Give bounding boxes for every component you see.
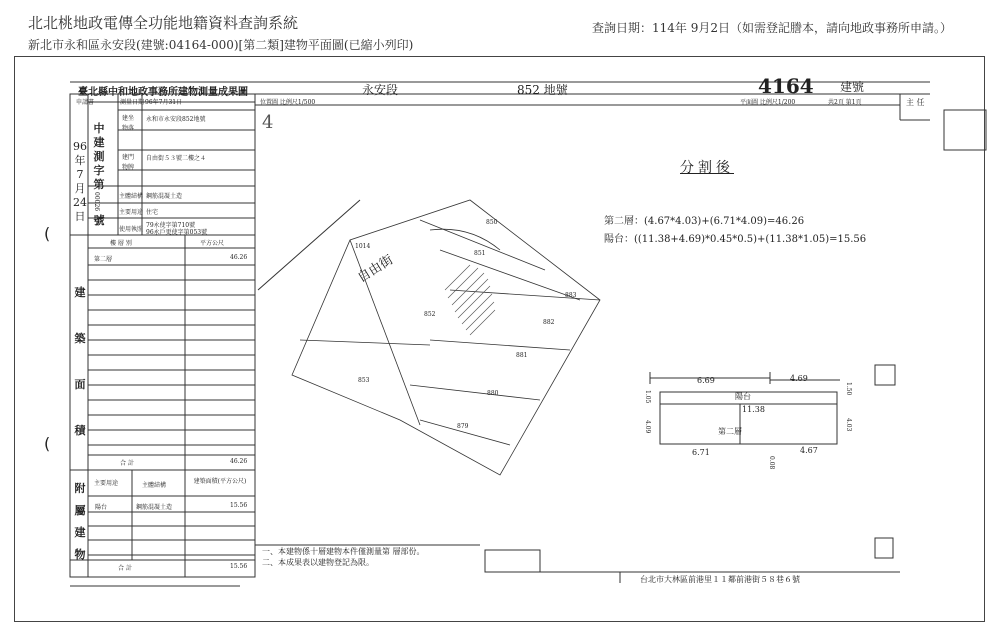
- formula-balcony: 陽台：((11.38+4.69)*0.45*0.5)+(11.38*1.05)=15.56: [604, 234, 867, 245]
- dim-balcony-width: 11.38: [742, 405, 765, 414]
- dim-left-top: 1.05: [644, 390, 651, 404]
- parcel-881: 881: [516, 352, 528, 359]
- use-value: 住宅: [146, 209, 159, 216]
- annex-total: 15.56: [230, 563, 248, 570]
- parcel-853: 853: [358, 377, 370, 384]
- plan-label: 平面圖 比例尺1/200: [740, 99, 796, 106]
- building-area-vertical: 建築面積: [74, 286, 86, 437]
- punch-mark-bottom: (: [44, 434, 51, 453]
- parcel-879: 879: [457, 423, 469, 430]
- annex-structure-header: 主體結構: [142, 482, 167, 489]
- annex-total-label: 合 計: [118, 565, 132, 572]
- formula-floor2: 第二層：(4.67*4.03)+(6.71*4.09)=46.26: [604, 216, 805, 227]
- location-map-label: 位置圖 比例尺1/500: [260, 99, 316, 106]
- address-label: 建坐物落: [122, 115, 135, 132]
- north-arrow: 4: [262, 112, 274, 133]
- floor2-label: 第二層: [718, 427, 742, 436]
- office-title: 臺北縣中和地政事務所建物測量成果圖: [78, 87, 248, 98]
- dim-top-right: 4.69: [790, 374, 808, 383]
- floor-row-area: 46.26: [230, 254, 248, 261]
- survey-date-label: 測量日期: [120, 99, 145, 106]
- annex-use-header: 主要用途: [94, 480, 119, 487]
- right-fragment-box-2: [875, 538, 893, 558]
- parcel-850: 850: [486, 219, 498, 226]
- parcel-852: 852: [424, 311, 436, 318]
- street-name: 自由街: [355, 252, 397, 286]
- stamp-box: [485, 550, 540, 572]
- split-title: 分割後: [680, 160, 734, 176]
- hatched-parcel: [445, 265, 495, 335]
- note-1: 一、本建物係十層建物本件僅測量第 層部份。: [262, 547, 425, 556]
- number-vertical: 號: [93, 214, 105, 227]
- structure-value: 鋼筋混凝土造: [146, 193, 183, 200]
- area-header: 平方公尺: [200, 240, 225, 247]
- floor-row-label: 第二層: [94, 256, 113, 263]
- case-number: 00026: [93, 192, 100, 212]
- chief-label: 主 任: [906, 98, 925, 107]
- right-edge-box: [944, 110, 986, 150]
- dim-right-top: 1.50: [845, 382, 852, 396]
- subtotal-value: 46.26: [230, 458, 248, 465]
- note-2: 二、本成果表以建物登記為限。: [262, 558, 374, 567]
- building-number: 4164: [758, 74, 814, 98]
- footer-address: 台北市大林區前港里１１鄰前港街５８巷６號: [640, 575, 800, 584]
- parcel-883: 883: [565, 292, 577, 299]
- dim-left-bottom: 4.09: [644, 420, 651, 434]
- annex-use: 陽台: [95, 504, 108, 511]
- balcony-label: 陽台: [735, 392, 751, 401]
- annex-rows: [88, 512, 255, 555]
- parcel-880: 880: [487, 390, 499, 397]
- header-subtitle: 新北市永和區永安段(建號:04164-000)[第二類]建物平面圖(已縮小列印): [28, 38, 414, 52]
- survey-date: 96年7月31日: [145, 99, 183, 106]
- license-label: 使用執照: [119, 226, 144, 233]
- floor-header: 樓 層 別: [110, 240, 132, 247]
- registration-vertical: 中建測字第: [93, 122, 105, 191]
- street-line: [258, 200, 360, 290]
- annex-structure: 鋼筋混凝土造: [136, 504, 173, 511]
- annex-area: 15.56: [230, 502, 248, 509]
- structure-label: 主體結構: [119, 193, 144, 200]
- dim-bottom-small: 0.08: [768, 456, 775, 470]
- dim-bottom-right: 4.67: [800, 446, 818, 455]
- query-date: 查詢日期：114年 9月2日（如需登記謄本，請向地政事務所申請。）: [592, 21, 952, 35]
- applicant-label: 申請書: [76, 99, 95, 106]
- address-value: 永和市永安段852地號: [146, 116, 206, 123]
- parcel-1014: 1014: [355, 243, 371, 250]
- dim-right-bottom: 4.03: [845, 418, 852, 432]
- header-title: 北北桃地政電傳全功能地籍資料查詢系統: [28, 14, 299, 32]
- annex-vertical: 附屬建物: [74, 482, 86, 561]
- land-number: 852 地號: [517, 83, 568, 97]
- punch-mark-top: (: [44, 224, 51, 243]
- area-rows: [88, 265, 255, 455]
- subtotal-label: 合 計: [120, 460, 134, 467]
- use-label: 主要用途: [119, 209, 144, 216]
- date-vertical: 96年7月24日: [73, 140, 87, 223]
- door-label: 建門物牌: [122, 154, 135, 171]
- annex-area-header: 建築面積(平方公尺): [193, 478, 247, 485]
- page-count: 共2頁 第1頁: [828, 99, 862, 106]
- parcel-851: 851: [474, 250, 486, 257]
- door-value: 自由街５３號二樓之４: [146, 155, 207, 162]
- parcel-map: [292, 200, 600, 475]
- dim-bottom-left: 6.71: [692, 448, 710, 457]
- parcel-882: 882: [543, 319, 555, 326]
- dim-top-left: 6.69: [697, 376, 715, 385]
- right-fragment-box: [875, 365, 895, 385]
- license-value-2: 96永戶更使字第053號: [146, 229, 208, 236]
- section-name: 永安段: [362, 83, 399, 97]
- license-value-1: 79永使字第710號: [146, 222, 196, 229]
- building-number-label: 建號: [840, 80, 865, 94]
